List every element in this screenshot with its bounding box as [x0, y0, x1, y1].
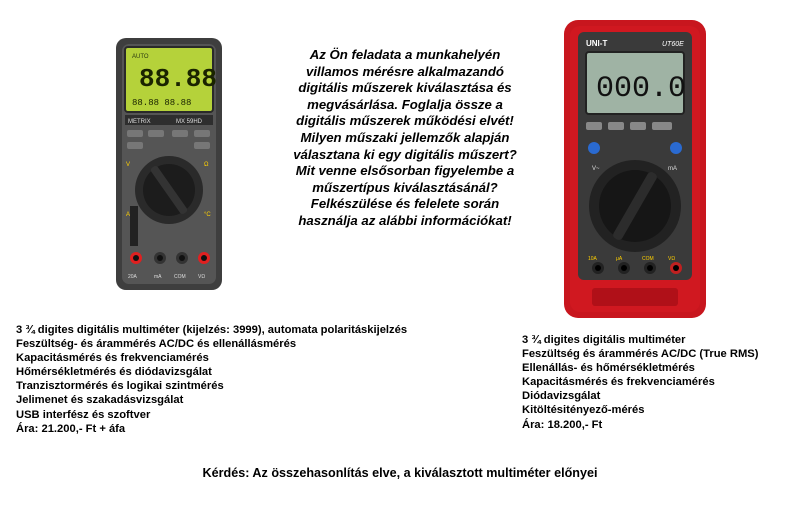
svg-text:mA: mA — [668, 166, 677, 172]
spec-line: Diódavizsgálat — [522, 390, 601, 403]
task-line: műszertípus kiválasztásánál? — [312, 179, 498, 195]
spec-line: Feszültség és árammérés AC/DC (True RMS) — [522, 348, 759, 361]
right-meter-brand: UNI-T — [586, 39, 608, 48]
left-meter-brand: METRIX — [128, 119, 151, 125]
task-line: digitális műszerek kiválasztása és — [298, 80, 512, 96]
spec-line: Jelimenet és szakadásvizsgálat — [16, 394, 184, 407]
question-text: Kérdés: Az összehasonlítás elve, a kiválasztott multiméter előnyei — [202, 466, 598, 480]
task-line: megvásárlása. Foglalja össze a — [307, 96, 503, 112]
left-display-value: 88.88 — [139, 64, 218, 94]
multimeter-left-image — [114, 38, 224, 290]
spec-line: Hőmérsékletmérés és diódavizsgálat — [16, 366, 212, 379]
svg-text:20A: 20A — [128, 274, 137, 280]
multimeter-right-image — [564, 20, 706, 318]
svg-text:V: V — [126, 162, 131, 168]
task-line: digitális műszerek működési elvét! — [296, 113, 514, 129]
spec-line: 3 ¾ digites digitális multiméter (kijelzés: 3999), automata polaritáskijelzés — [16, 324, 408, 336]
left-meter-model: MX 59HD — [176, 119, 203, 125]
svg-text:μA: μA — [616, 256, 623, 262]
task-line: Mit venne elsősorban figyelembe a — [295, 163, 515, 179]
svg-text:AUTO: AUTO — [132, 54, 149, 60]
right-meter-model: UT60E — [662, 41, 684, 48]
task-line: Felkészülése és felelete során — [310, 196, 500, 212]
spec-line: Ellenállás- és hőmérsékletmérés — [522, 362, 695, 375]
spec-price: Ára: 21.200,- Ft + áfa — [16, 422, 126, 435]
spec-price: Ára: 18.200,- Ft — [522, 418, 603, 431]
spec-line: Tranzisztormérés és logikai szintmérés — [16, 380, 224, 393]
right-display-value: 000.0 — [596, 72, 687, 106]
svg-text:10A: 10A — [588, 256, 597, 262]
spec-line: Kapacitásmérés és frekvenciamérés — [522, 376, 715, 389]
spec-line: 3 ¾ digites digitális multiméter — [522, 334, 686, 346]
task-description — [270, 47, 540, 230]
svg-text:COM: COM — [174, 274, 186, 280]
right-meter-specs — [522, 333, 758, 432]
spec-line: Kapacitásmérés és frekvenciamérés — [16, 352, 209, 365]
task-line: villamos mérésre alkalmazandó — [306, 63, 504, 79]
svg-text:°C: °C — [204, 212, 211, 218]
spec-line: Feszültség- és árammérés AC/DC és ellenállásmérés — [16, 338, 297, 351]
svg-text:VΩ: VΩ — [198, 274, 206, 280]
task-line: Milyen műszaki jellemzők alapján — [300, 129, 510, 145]
svg-text:mA: mA — [154, 274, 162, 280]
svg-text:COM: COM — [642, 256, 654, 262]
svg-text:VΩ: VΩ — [668, 256, 676, 262]
task-line: használja az alábbi információkat! — [298, 212, 512, 228]
left-meter-specs — [16, 323, 407, 436]
svg-text:88.88 88.88: 88.88 88.88 — [132, 98, 192, 108]
svg-text:Ω: Ω — [204, 162, 209, 168]
task-line: választana ki egy digitális műszert? — [293, 146, 517, 162]
svg-text:V~: V~ — [592, 166, 600, 172]
task-line: Az Ön feladata a munkahelyén — [309, 47, 501, 62]
spec-line: USB interfész és szoftver — [16, 408, 151, 421]
svg-text:A: A — [126, 212, 131, 218]
spec-line: Kitöltésitényező-mérés — [522, 404, 645, 417]
